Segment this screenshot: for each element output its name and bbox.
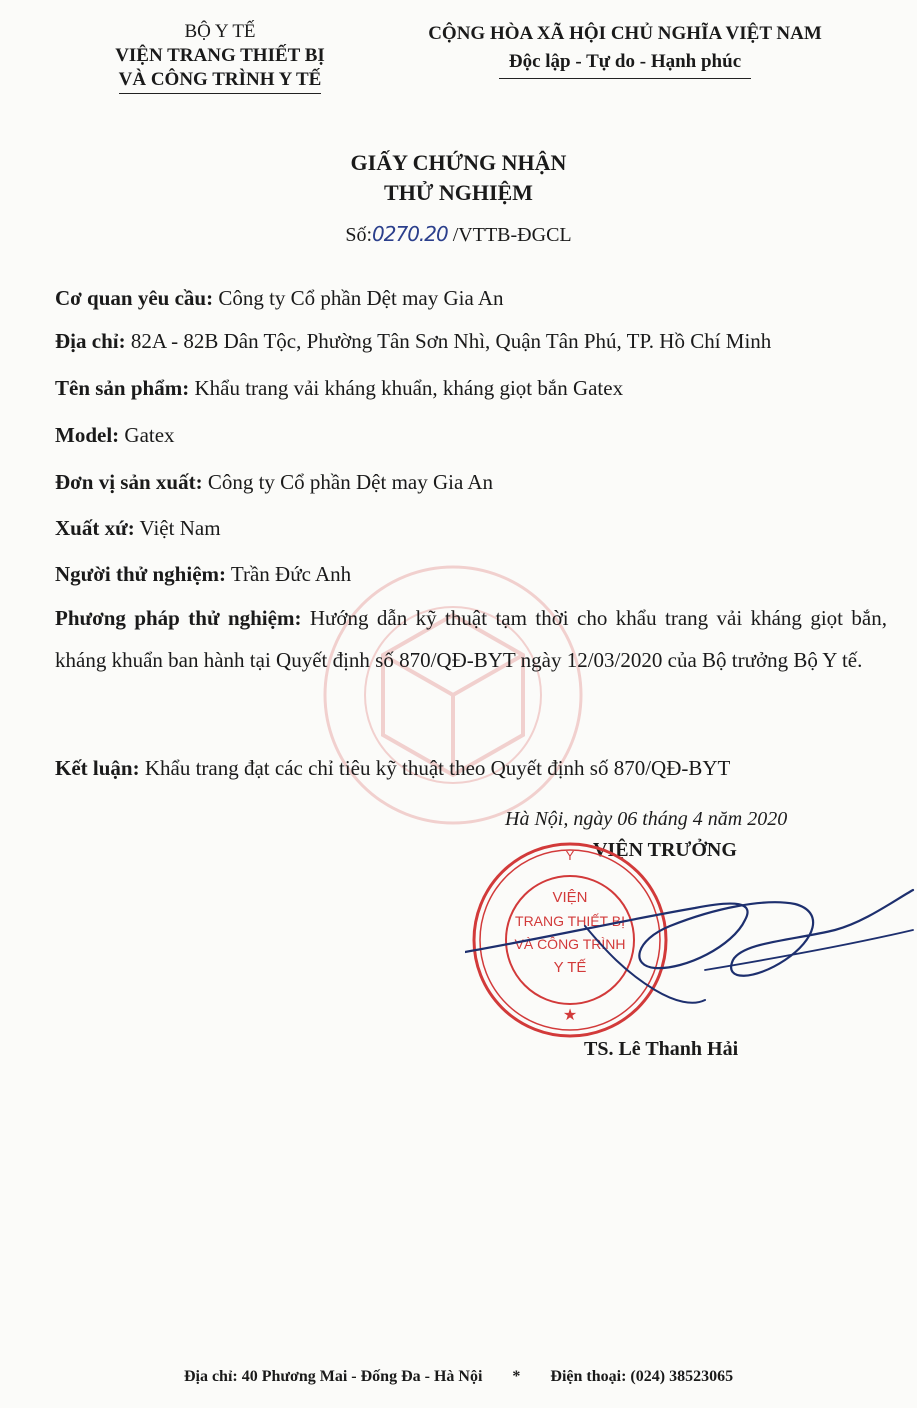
- field-model: [55, 422, 890, 448]
- seal-line1: VIỆN: [552, 889, 588, 906]
- field-value: Hướng dẫn kỹ thuật tạm thời cho khẩu trang vải kháng giọt bắn, kháng khuẩn ban hành tại Quyết định số 870/QĐ-BYT ngày 12/03/2020 của Bộ trưởng Bộ Y tế.: [55, 606, 887, 672]
- seal-top-letter: Y: [565, 848, 575, 863]
- institute-name-line1: VIỆN TRANG THIẾT BỊ: [115, 45, 325, 66]
- doc-number: [0, 222, 917, 247]
- field-manufacturer: [55, 469, 890, 495]
- field-label: Đơn vị sản xuất:: [55, 470, 203, 494]
- issuer-block: [60, 20, 380, 94]
- field-product: [55, 375, 890, 401]
- footer-address: Địa chỉ: 40 Phương Mai - Đống Đa - Hà Nội: [183, 1368, 483, 1385]
- field-label: Địa chỉ:: [55, 329, 126, 353]
- national-motto: Độc lập - Tự do - Hạnh phúc: [499, 48, 751, 79]
- field-label: Xuất xứ:: [55, 516, 135, 540]
- signer-role: VIỆN TRƯỞNG: [593, 839, 737, 861]
- field-method: [55, 597, 887, 681]
- footer-separator: *: [512, 1368, 521, 1385]
- field-value: 82A - 82B Dân Tộc, Phường Tân Sơn Nhì, Quận Tân Phú, TP. Hồ Chí Minh: [125, 329, 772, 353]
- field-value: Trần Đức Anh: [226, 562, 352, 586]
- field-value: Việt Nam: [134, 516, 221, 540]
- footer-phone: Điện thoại: (024) 38523065: [550, 1368, 734, 1385]
- doc-number-suffix: /VTTB-ĐGCL: [447, 224, 572, 246]
- field-conclusion: [55, 755, 890, 781]
- doc-title-line2: THỬ NGHIỆM: [384, 180, 533, 205]
- field-value: Công ty Cổ phần Dệt may Gia An: [202, 470, 494, 494]
- field-label: Tên sản phẩm:: [55, 376, 190, 400]
- institute-name-line2: VÀ CÔNG TRÌNH Y TẾ: [119, 68, 322, 94]
- field-label: Model:: [55, 423, 120, 447]
- field-value: Gatex: [119, 423, 175, 447]
- doc-number-handwritten: 0270.20: [372, 222, 448, 246]
- seal-line4: Y TẾ: [553, 959, 587, 976]
- seal-line2: TRANG THIẾT BỊ: [515, 913, 625, 929]
- field-requester: [55, 285, 890, 311]
- field-label: Người thử nghiệm:: [55, 562, 227, 586]
- field-tester: [55, 561, 890, 587]
- field-label: Kết luận:: [55, 756, 140, 780]
- place-date: Hà Nội, ngày 06 tháng 4 năm 2020: [505, 808, 788, 830]
- field-address: [55, 328, 890, 354]
- republic-name: CỘNG HÒA XÃ HỘI CHỦ NGHĨA VIỆT NAM: [428, 23, 822, 44]
- field-value: Công ty Cổ phần Dệt may Gia An: [213, 286, 504, 310]
- signer-name: TS. Lê Thanh Hải: [584, 1038, 739, 1060]
- footer-contact: [0, 1368, 917, 1386]
- field-origin: [55, 515, 890, 541]
- seal-star: ★: [562, 1007, 578, 1024]
- handwritten-signature: [465, 860, 915, 1030]
- field-value: Khẩu trang đạt các chỉ tiêu kỹ thuật theo Quyết định số 870/QĐ-BYT: [139, 756, 731, 780]
- field-label: Cơ quan yêu cầu:: [55, 286, 214, 310]
- field-value: Khẩu trang vải kháng khuẩn, kháng giọt bắn Gatex: [189, 376, 624, 400]
- doc-title-line1: GIẤY CHỨNG NHẬN: [350, 150, 567, 175]
- national-header: [380, 20, 870, 79]
- ministry-name: BỘ Y TẾ: [184, 21, 256, 42]
- seal-line3: VÀ CÔNG TRÌNH: [514, 936, 626, 952]
- doc-number-prefix: Số:: [345, 224, 373, 246]
- field-label: Phương pháp thử nghiệm:: [55, 606, 302, 630]
